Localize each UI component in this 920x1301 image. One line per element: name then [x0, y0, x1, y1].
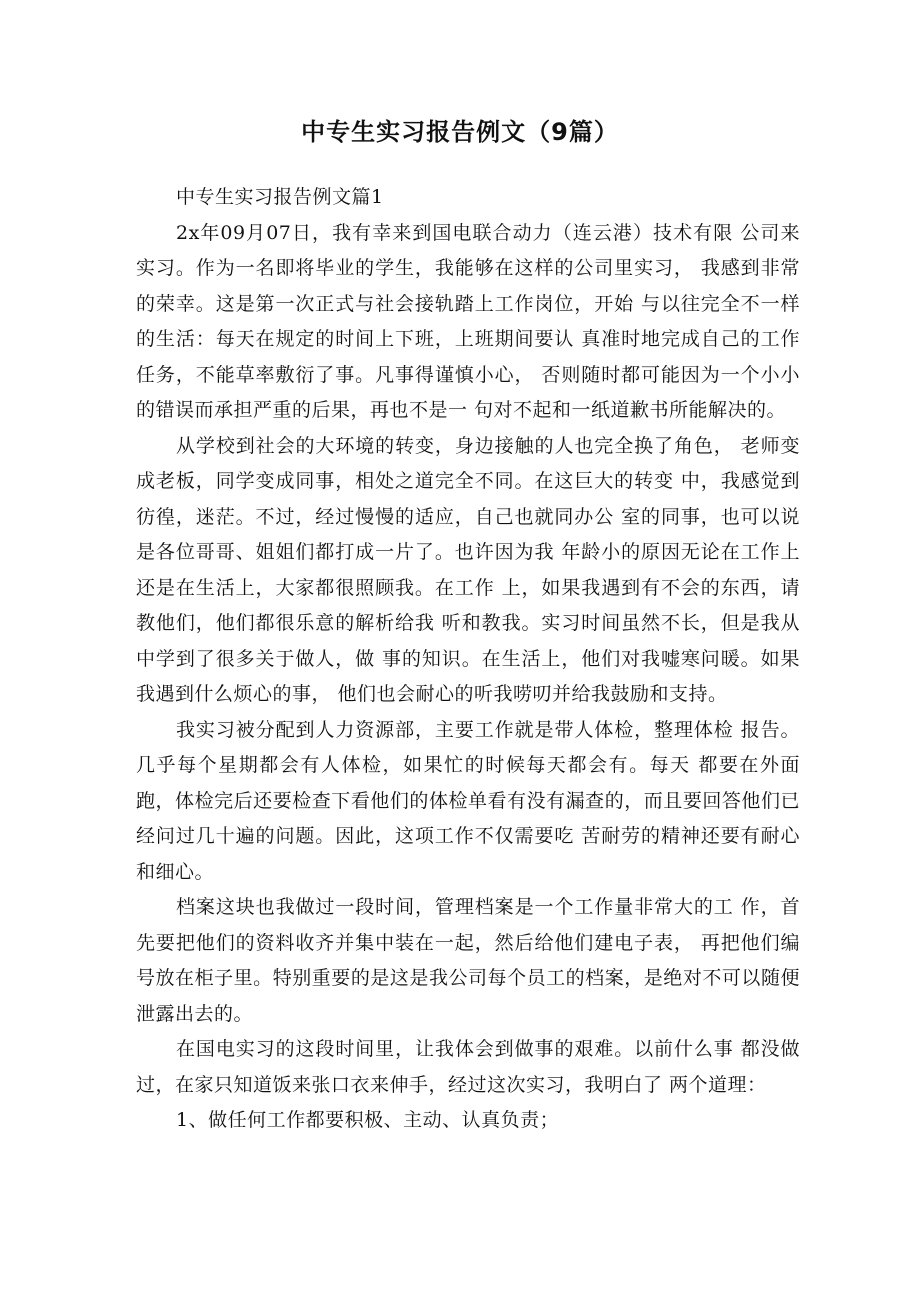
paragraph-4: 档案这块也我做过一段时间，管理档案是一个工作量非常大的工 作，首先要把他们的资料收齐并集中装在一起，然后给他们建电子表， 再把他们编号放在柜子里。特别重要的是这是我公司每个员工的档案，是绝对不可以随便泄露出去的。: [136, 896, 800, 1025]
section-heading: 中专生实习报告例文篇1: [176, 186, 384, 208]
paragraph-3: 我实习被分配到人力资源部，主要工作就是带人体检，整理体检 报告。几乎每个星期都会有人体检，如果忙的时候每天都会有。每天 都要在外面跑，体检完后还要检查下看他们的体检单看有没有漏查的，而且要回答他们已经问过几十遍的问题。因此，这项工作不仅需要吃 苦耐劳的精神还要有耐心和细心。: [136, 718, 800, 883]
document-body: [136, 180, 800, 1139]
document-title: 中专生实习报告例文（9篇）: [301, 118, 619, 146]
paragraph-2: 从学校到社会的大环境的转变，身边接触的人也完全换了角色， 老师变成老板，同学变成同事，相处之道完全不同。在这巨大的转变 中，我感觉到彷徨，迷茫。不过，经过慢慢的适应，自己也就同办公 室的同事，也可以说是各位哥哥、姐姐们都打成一片了。也许因为我 年龄小的原因无论在工作上还是在生活上，大家都很照顾我。在工作 上，如果我遇到有不会的东西，请教他们，他们都很乐意的解析给我 听和教我。实习时间虽然不长，但是我从中学到了很多关于做人，做 事的知识。在生活上，他们对我嘘寒问暖。如果我遇到什么烦心的事， 他们也会耐心的听我唠叨并给我鼓励和支持。: [136, 434, 800, 705]
list-item-1: 1、做任何工作都要积极、主动、认真负责；: [176, 1109, 560, 1131]
paragraph-5: 在国电实习的这段时间里，让我体会到做事的艰难。以前什么事 都没做过，在家只知道饭来张口衣来伸手，经过这次实习，我明白了 两个道理：: [136, 1038, 800, 1096]
paragraph-1: 2x年09月07日，我有幸来到国电联合动力（连云港）技术有限 公司来实习。作为一名即将毕业的学生，我能够在这样的公司里实习， 我感到非常的荣幸。这是第一次正式与社会接轨踏上工作岗位，开始 与以往完全不一样的生活：每天在规定的时间上下班，上班期间要认 真准时地完成自己的工作任务，不能草率敷衍了事。凡事得谨慎小心， 否则随时都可能因为一个小小的错误而承担严重的后果，再也不是一 句对不起和一纸道歉书所能解决的。: [136, 221, 800, 421]
